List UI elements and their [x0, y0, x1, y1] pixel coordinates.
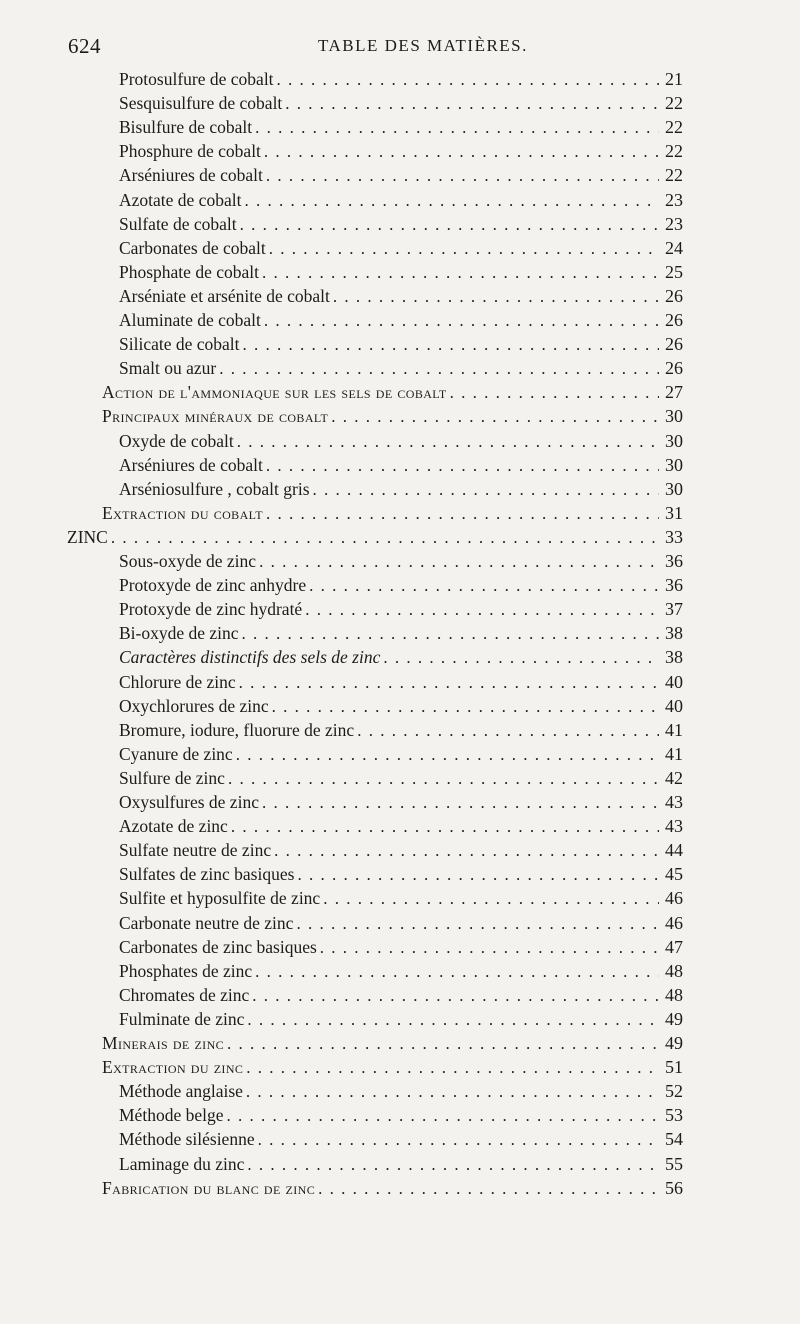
toc-entry-page: 23 — [665, 189, 683, 210]
toc-entry — [102, 1174, 683, 1202]
toc-entry-label: Laminage du zinc — [119, 1153, 245, 1174]
toc-entry-label: Sulfure de zinc — [119, 767, 225, 788]
toc-entry-label: Azotate de zinc — [119, 816, 228, 837]
toc-entry-page: 55 — [665, 1153, 683, 1174]
toc-entry-page: 26 — [665, 285, 683, 306]
toc-entry-page: 52 — [665, 1081, 683, 1102]
toc-entry-label: Minerais de zinc — [102, 1033, 225, 1053]
toc-entry-label: Arséniures de cobalt — [119, 165, 263, 186]
toc-entry-page: 40 — [665, 671, 683, 692]
toc-entry-page: 46 — [665, 912, 683, 933]
toc-entry-page: 41 — [665, 743, 683, 764]
toc-entry-page: 53 — [665, 1105, 683, 1126]
toc-entry-page: 38 — [665, 647, 683, 668]
toc-entry-label: Carbonate neutre de zinc — [119, 912, 294, 933]
toc-entry-page: 22 — [665, 165, 683, 186]
toc-entry-label: Silicate de cobalt — [119, 334, 240, 355]
toc-entry-label: Bi-oxyde de zinc — [119, 623, 239, 644]
toc-entry-label: Oxyde de cobalt — [119, 430, 234, 451]
toc-entry-page: 23 — [665, 213, 683, 234]
toc-entry-page: 40 — [665, 695, 683, 716]
toc-entry-label: Fabrication du blanc de zinc — [102, 1177, 316, 1198]
toc-entry-page: 42 — [665, 767, 683, 788]
page-number: 624 — [68, 34, 101, 58]
toc-entry-label: Smalt ou azur — [119, 358, 217, 379]
toc-entry-label: Sulfate de cobalt — [119, 213, 237, 234]
toc-entry-page: 30 — [665, 454, 683, 475]
toc-entry-page: 30 — [665, 478, 683, 499]
toc-entry-label: Bisulfure de cobalt — [119, 117, 253, 138]
toc-entry-page: 30 — [665, 406, 683, 427]
toc-entry-page: 45 — [665, 864, 683, 885]
toc-entry-label: Fulminate de zinc — [119, 1008, 245, 1029]
toc-entry-label: Oxysulfures de zinc — [119, 792, 259, 812]
toc-entry-label: ZINC — [67, 526, 108, 547]
page-header — [0, 34, 800, 64]
toc-entry-page: 46 — [665, 888, 683, 909]
toc-entry-page: 38 — [665, 623, 683, 644]
toc-entry-page: 56 — [665, 1177, 683, 1198]
toc-entry-page: 26 — [665, 358, 683, 379]
toc-entry-label: Chromates de zinc — [119, 984, 250, 1005]
toc-entry-label: Extraction du zinc — [102, 1057, 244, 1078]
toc-entry-label: Méthode anglaise — [119, 1081, 243, 1102]
toc-entry-page: 43 — [665, 816, 683, 837]
running-title: TABLE DES MATIÈRES. — [318, 36, 528, 55]
toc-entry-page: 26 — [665, 310, 683, 330]
toc-entry-label: Protoxyde de zinc hydraté — [119, 599, 303, 620]
toc-entry-page: 30 — [665, 430, 683, 451]
toc-entry-page: 54 — [665, 1129, 683, 1150]
toc-entry-label: Cyanure de zinc — [119, 743, 233, 764]
toc-entry-page: 22 — [665, 117, 683, 138]
toc-entry-page: 25 — [665, 261, 683, 282]
toc-entry-page: 44 — [665, 840, 683, 861]
toc-entry-page: 41 — [665, 719, 683, 740]
toc-entry-page: 43 — [665, 792, 683, 812]
toc-entry-page: 51 — [665, 1057, 683, 1078]
toc-entry-label: Oxychlorures de zinc — [119, 695, 269, 716]
toc-entry-page: 27 — [665, 382, 683, 403]
toc-entry-label: Arséniures de cobalt — [119, 454, 263, 475]
toc-entry-label: Phosphates de zinc — [119, 960, 253, 981]
toc-entry-page: 22 — [665, 141, 683, 162]
toc-entry-page: 24 — [665, 237, 683, 258]
toc-entry-page: 31 — [665, 502, 683, 523]
toc-entry-label: Chlorure de zinc — [119, 671, 236, 692]
toc-entry-label: Sulfate neutre de zinc — [119, 840, 272, 861]
toc-entry-page: 48 — [665, 984, 683, 1005]
toc-entry-label: Arséniate et arsénite de cobalt — [119, 285, 330, 306]
dot-leader — [315, 1175, 659, 1203]
toc-entry-label: Carbonates de cobalt — [119, 237, 266, 258]
toc-entry-page: 26 — [665, 334, 683, 355]
toc-entry-label: Extraction du cobalt — [102, 502, 263, 523]
toc-entry-page: 22 — [665, 93, 683, 114]
toc-entry-label: Caractères distinctifs des sels de zinc — [119, 647, 381, 668]
toc-entry-label: Bromure, iodure, fluorure de zinc — [119, 719, 355, 740]
toc-entry-page: 49 — [665, 1008, 683, 1029]
toc-entry-page: 49 — [665, 1033, 683, 1053]
toc-entry-page: 33 — [665, 526, 683, 547]
toc-entry-label: Azotate de cobalt — [119, 189, 242, 210]
toc-entry-label: Sulfates de zinc basiques — [119, 864, 295, 885]
toc-entry-label: Principaux minéraux de cobalt — [102, 406, 329, 427]
toc-entry-label: Phosphate de cobalt — [119, 261, 259, 282]
toc-entry-label: Méthode belge — [119, 1105, 224, 1126]
toc-entry-label: Arséniosulfure , cobalt gris — [119, 478, 310, 499]
toc-entry-label: Phosphure de cobalt — [119, 141, 261, 162]
toc-entry-label: Sesquisulfure de cobalt — [119, 93, 283, 114]
toc-entry-label: Sulfite et hyposulfite de zinc — [119, 888, 321, 909]
toc-entry-label: Protoxyde de zinc anhydre — [119, 575, 307, 596]
toc-entry-page: 48 — [665, 960, 683, 981]
toc-entry-page: 37 — [665, 599, 683, 620]
toc-entry-page: 36 — [665, 551, 683, 571]
toc-entry-label: Aluminate de cobalt — [119, 310, 261, 330]
toc-entry-label: Sous-oxyde de zinc — [119, 551, 257, 571]
toc-entry-page: 36 — [665, 575, 683, 596]
toc-entry-label: Méthode silésienne — [119, 1129, 255, 1150]
toc-entry-page: 21 — [665, 69, 683, 89]
toc-entry-page: 47 — [665, 936, 683, 957]
toc-entry-label: Protosulfure de cobalt — [119, 69, 274, 89]
toc-entry-label: Action de l'ammoniaque sur les sels de cobalt — [102, 382, 447, 403]
toc-entry-label: Carbonates de zinc basiques — [119, 936, 317, 957]
